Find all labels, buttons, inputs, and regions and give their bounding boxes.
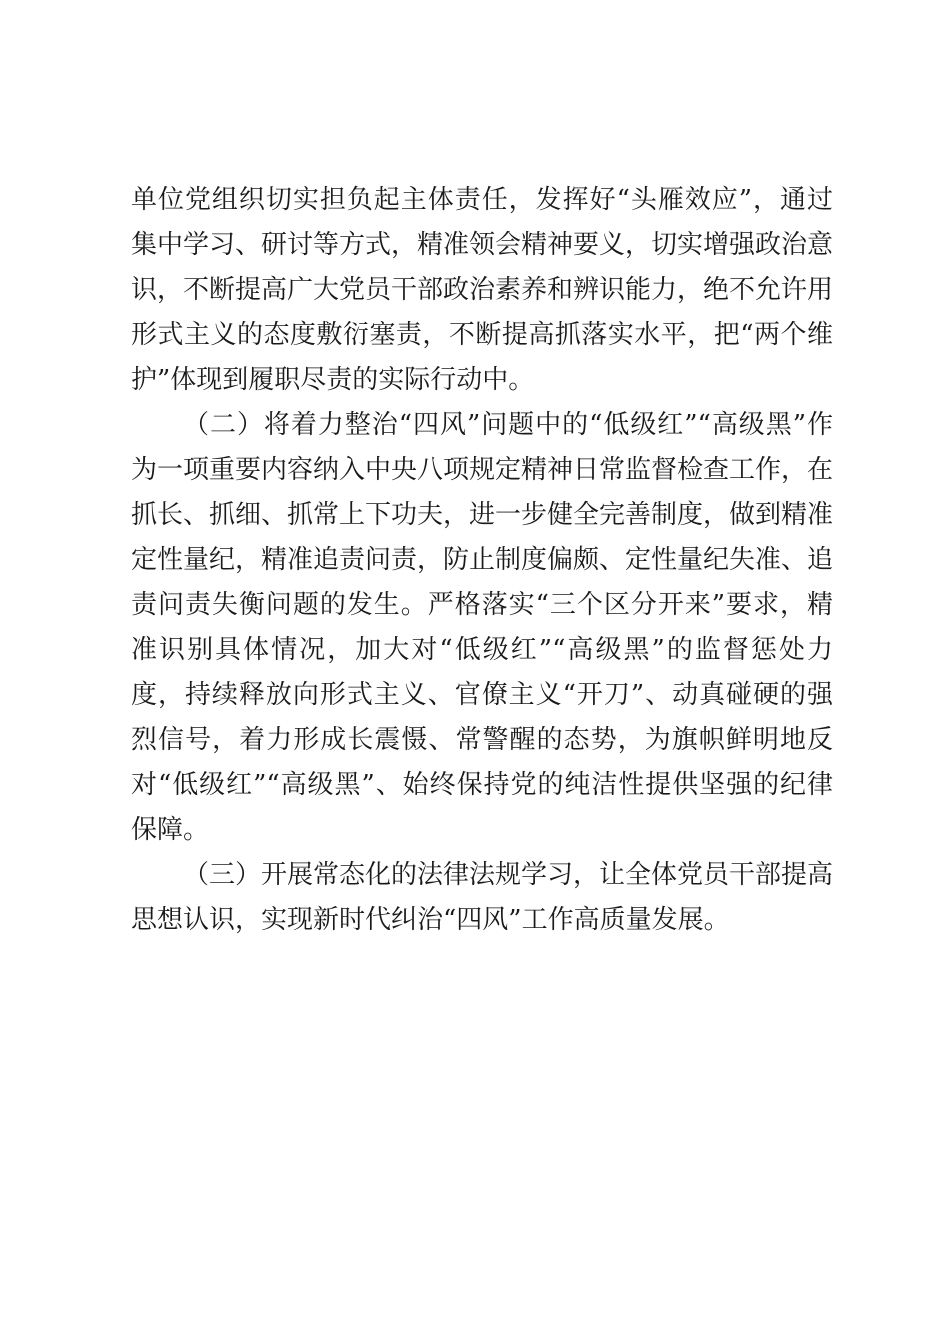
document-body (131, 178, 833, 943)
paragraph-continuation: 单位党组织切实担负起主体责任，发挥好“头雁效应”，通过集中学习、研讨等方式，精准领会精神要义，切实增强政治意识，不断提高广大党员干部政治素养和辨识能力，绝不允许用形式主义的态度敷衍塞责，不断提高抓落实水平，把“两个维护”体现到履职尽责的实际行动中。 (131, 185, 834, 395)
paragraph-section-three: （三）开展常态化的法律法规学习，让全体党员干部提高思想认识，实现新时代纠治“四风”工作高质量发展。 (131, 860, 834, 935)
paragraph-section-two: （二）将着力整治“四风”问题中的“低级红”“高级黑”作为一项重要内容纳入中央八项规定精神日常监督检查工作，在抓长、抓细、抓常上下功夫，进一步健全完善制度，做到精准定性量纪，精准追责问责，防止制度偏颇、定性量纪失准、追责问责失衡问题的发生。严格落实“三个区分开来”要求，精准识别具体情况，加大对“低级红”“高级黑”的监督惩处力度，持续释放向形式主义、官僚主义“开刀”、动真碰硬的强烈信号，着力形成长震慑、常警醒的态势，为旗帜鲜明地反对“低级红”“高级黑”、始终保持党的纯洁性提供坚强的纪律保障。 (131, 410, 834, 845)
